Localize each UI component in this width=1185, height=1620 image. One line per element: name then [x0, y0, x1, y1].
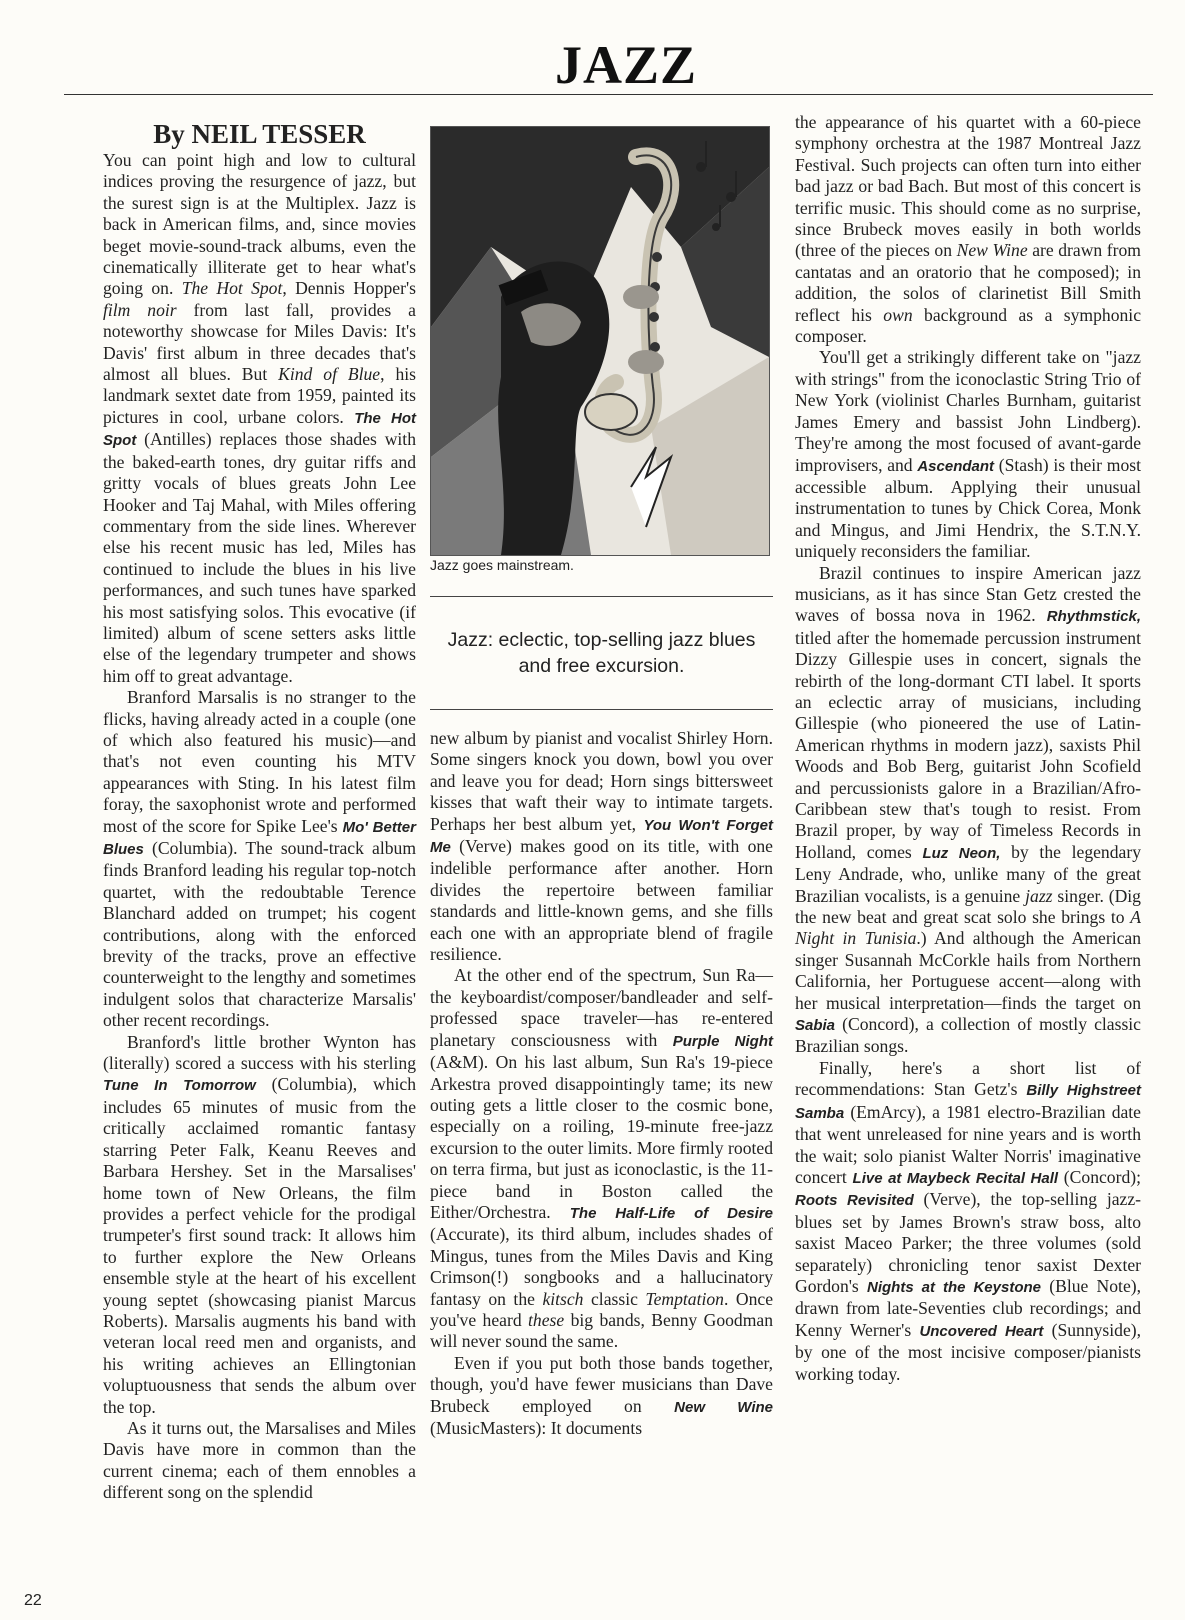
- paragraph: At the other end of the spectrum, Sun Ra—the keyboardist/composer/bandleader and self-professed space traveler—has re-entered planetary consciousness with Purple Night (A&M). On his last album, Sun Ra's 19-piece Arkestra proved disappointingly tame; its new outing gets a little closer to the cosmic bone, especially on a roiling, 19-minute free-jazz excursion to the outer limits. More firmly rooted on terra firma, but just as iconoclastic, is the 11-piece band in Boston called the Either/Orchestra. The Half-Life of Desire (Accurate), its third album, includes shades of Mingus, tunes from the Miles Davis and King Crimson(!) songbooks and a hallucinatory fantasy on the kitsch classic Temptation. Once you've heard these big bands, Benny Goodman will never sound the same.: [430, 965, 774, 1352]
- album-title: Roots Revisited: [795, 1192, 914, 1210]
- album-title: Rhythmstick,: [1046, 608, 1141, 626]
- album-title: Ascendant: [917, 457, 995, 475]
- pullquote-rule-bottom: [430, 709, 773, 710]
- album-title: Purple Night: [672, 1032, 773, 1050]
- article-column-2: [430, 112, 773, 1439]
- paragraph: You'll get a strikingly different take on "jazz with strings" from the iconoclastic String Trio of New York (violinist Charles Burnham, guitarist James Emery and bassist John Lindberg). They're among the most focused of avant-garde improvisers, and Ascendant (Stash) is their most accessible album. Applying their unusual instrumentation to tunes by Chick Corea, Monk and Mingus, and Jimi Hendrix, the S.T.N.Y. uniquely reconsiders the familiar.: [795, 347, 1141, 562]
- album-title: Nights at the Keystone: [867, 1278, 1042, 1296]
- paragraph: Finally, here's a short list of recommendations: Stan Getz's Billy Highstreet Samba (EmArcy), a 1981 electro-Brazilian date that went unreleased for nine years and is worth the wait; solo pianist Walter Norris' imaginative concert Live at Maybeck Recital Hall (Concord); Roots Revisited (Verve), the top-selling jazz-blues set by James Brown's straw boss, alto saxist Maceo Parker; the three volumes (sold separately) chronicling tenor saxist Dexter Gordon's Nights at the Keystone (Blue Note), drawn from late-Seventies club recordings; and Kenny Werner's Uncovered Heart (Sunnyside), by one of the most incisive composer/pianists working today.: [795, 1057, 1142, 1384]
- album-title: Uncovered Heart: [919, 1322, 1044, 1340]
- article-column-3: [795, 112, 1141, 1385]
- paragraph: As it turns out, the Marsalises and Miles Davis have more in common than the current cinema; each of them ennobles a different song on the splendid: [103, 1417, 416, 1503]
- paragraph: the appearance of his quartet with a 60-piece symphony orchestra at the 1987 Montreal Jazz Festival. Such projects can often turn into either bad jazz or bad Bach. But most of this concert is terrific music. This should come as no surprise, since Brubeck moves easily in both worlds (three of the pieces on New Wine are drawn from cantatas and an oratorio that he composed); in addition, the solos of clarinetist Bill Smith reflect his own background as a symphonic composer.: [795, 112, 1142, 347]
- article-column-1: [103, 118, 416, 1504]
- header-rule: [64, 94, 1153, 95]
- album-title: Billy Highstreet Samba: [795, 1082, 1141, 1122]
- byline: By NEIL TESSER: [153, 119, 366, 149]
- paragraph: new album by pianist and vocalist Shirley Horn. Some singers knock you down, bowl you over and leave you for dead; Horn sings bittersweet kisses that waft their way to intimate targets. Perhaps her best album yet, You Won't Forget Me (Verve) makes good on its title, with one indelible performance after another. Horn divides the repertoire between familiar standards and little-known gems, and she fills each one with an appropriate blend of fragile resilience.: [430, 728, 774, 965]
- album-title: Sabia: [795, 1017, 836, 1035]
- page-number: 22: [24, 1592, 42, 1609]
- section-title: JAZZ: [555, 35, 698, 95]
- paragraph: You can point high and low to cultural indices proving the resurgence of jazz, but the surest sign is at the Multiplex. Jazz is back in American films, and, since movies beget movie-sound-track albums, even the cinematically illiterate get to hear what's going on. The Hot Spot, Dennis Hopper's film noir from last fall, provides a noteworthy showcase for Miles Davis: It's Davis' first album in three decades that's almost all blues. But Kind of Blue, his landmark sextet date from 1959, painted its pictures in cool, urbane colors. The Hot Spot (Antilles) replaces those shades with the baked-earth tones, dry guitar riffs and gritty vocals of blues greats John Lee Hooker and Taj Mahal, with Miles offering commentary from the side lines. Wherever else his recent music has led, Miles has continued to include the blues in his live performances, and such tunes have sparked his most satisfying solos. This evocative (if limited) album of scene setters asks little else of the legendary trumpeter and shows him off to great advantage.: [103, 150, 417, 686]
- album-title: Luz Neon,: [922, 844, 1001, 862]
- album-title: Tune In Tomorrow: [103, 1077, 256, 1095]
- paragraph: Even if you put both those bands together, though, you'd have fewer musicians than Dave Brubeck employed on New Wine (MusicMasters): It documents: [430, 1352, 773, 1438]
- album-title: The Hot Spot: [103, 409, 417, 450]
- paragraph: Brazil continues to inspire American jazz musicians, as it has since Stan Getz crested the waves of bossa nova in 1962. Rhythmstick, titled after the homemade percussion instrument Dizzy Gillespie uses in concert, signals the rebirth of the long-dormant CTI label. It sports an eclectic array of musicians, including Gillespie (who pioneered the use of Latin-American rhythms in modern jazz), saxists Phil Woods and Bob Berg, guitarist John Scofield and percussionists galore in a Brazilian/Afro-Caribbean stew that's tough to resist. From Brazil proper, by way of Timeless Records in Holland, comes Luz Neon, by the legendary Leny Andrade, who, unlike many of the great Brazilian vocalists, is a genuine jazz singer. (Dig the new beat and great scat solo she brings to A Night in Tunisia.) And although the American singer Susannah McCorkle hails from Northern California, her Portuguese accent—along with her musical interpretation—finds the target on Sabia (Concord), a collection of mostly classic Brazilian songs.: [795, 562, 1141, 1057]
- album-title: New Wine: [674, 1398, 773, 1416]
- album-title: You Won't Forget Me: [430, 816, 774, 857]
- paragraph: Branford Marsalis is no stranger to the flicks, having already acted in a couple (one of which also featured his music)—and that's not even counting his MTV appearances with Sting. In his latest film foray, the saxophonist wrote and performed most of the score for Spike Lee's Mo' Better Blues (Columbia). The sound-track album finds Branford leading his regular top-notch quartet, with the redoubtable Terence Blanchard added on trumpet; his cogent contributions, along with the enforced brevity of the tracks, prove an effective counterweight to the lengthy and sometimes indulgent solos that characterize Marsalis' other recent recordings.: [103, 687, 416, 1031]
- saxophone-player-illustration: [430, 126, 770, 556]
- album-title: The Half-Life of Desire: [569, 1204, 773, 1222]
- paragraph: Branford's little brother Wynton has (literally) scored a success with his sterling Tune In Tomorrow (Columbia), which includes 65 minutes of music from the critically acclaimed romantic fantasy starring Peter Falk, Keanu Reeves and Barbara Hershey. Set in the Marsalises' home town of New Orleans, the film provides a perfect vehicle for the prodigal trumpeter's first sound track: It allows him to further explore the New Orleans ensemble style at the heart of his excellent young septet (showcasing pianist Marcus Roberts). Marsalis augments his band with veteran local reed men and organists, and his writing achieves an Ellingtonian voluptuousness that sends the album over the top.: [103, 1031, 416, 1417]
- album-title: Live at Maybeck Recital Hall: [852, 1169, 1059, 1187]
- album-title: Mo' Better Blues: [103, 818, 416, 858]
- saxophone-icon: [431, 127, 769, 555]
- pullquote: Jazz: eclectic, top-selling jazz blues and free excursion.: [447, 629, 756, 677]
- illustration-caption: Jazz goes mainstream.: [430, 557, 574, 573]
